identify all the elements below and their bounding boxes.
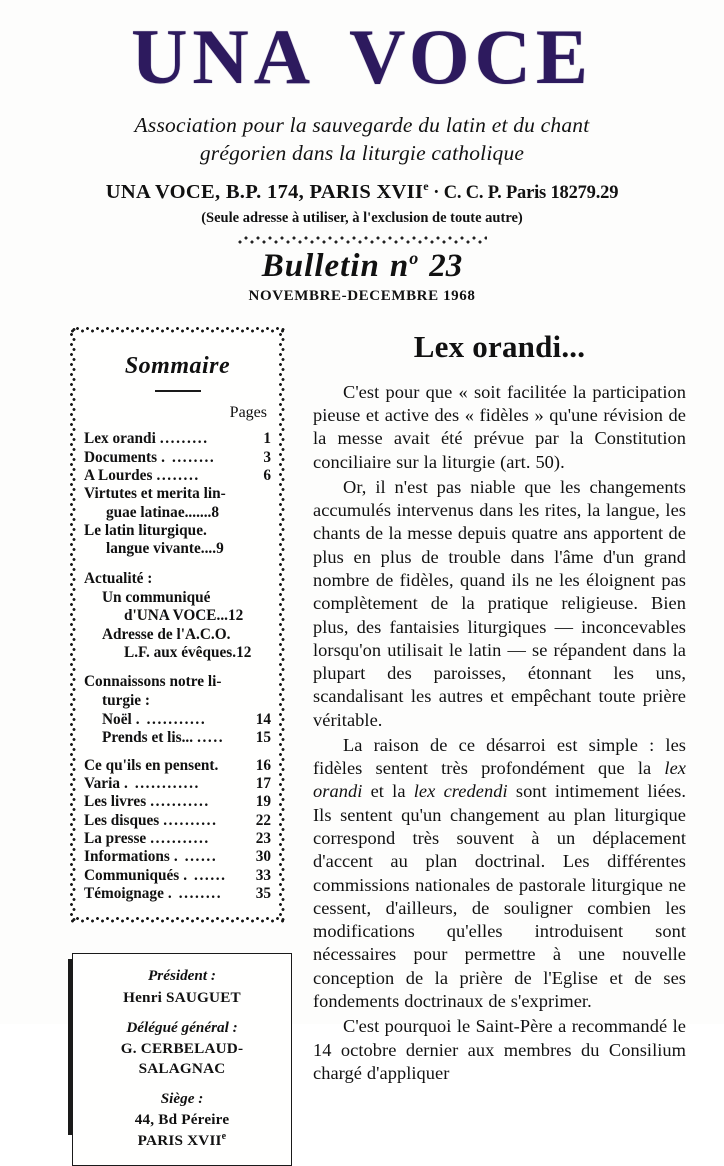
dot-leader: .......... [163, 811, 218, 829]
lex-orandi-emphasis: lex orandi [313, 758, 686, 802]
toc-page: 22 [255, 811, 271, 829]
article-paragraph-1: C'est pour que « soit facilitée la participation pieuse et active des « fidèles » qu'une révision de la messe avait été prévue par la Constitution conciliaire sur la liturgie (art. 50). [313, 381, 686, 472]
dot-leader: ........ [156, 466, 200, 484]
delegate-role-label: Délégué général : [126, 1018, 238, 1036]
decorative-wavy-rule [237, 236, 487, 244]
bulletin-no-abbrev: n [389, 247, 410, 284]
toc-label-continuation [84, 540, 271, 558]
toc-label-continuation [102, 644, 271, 662]
toc-label: Un communiqué [102, 588, 211, 606]
toc-spacer [84, 748, 271, 757]
toc-page: 3 [263, 448, 271, 466]
masthead-title [0, 0, 724, 100]
table-row[interactable] [84, 711, 271, 729]
toc-list [84, 430, 271, 903]
officers-box-wrapper [72, 953, 285, 1166]
president-name: Henri SAUGUET [123, 988, 241, 1006]
siege-group [81, 1089, 283, 1151]
siege-city: PARIS XVII [137, 1131, 222, 1149]
table-row[interactable] [84, 848, 271, 866]
dot-leader: . ...... [173, 848, 218, 866]
dot-leader: .... [200, 540, 217, 558]
toc-label-continuation [102, 607, 271, 625]
bulletin-number: 23 [429, 247, 463, 284]
article-paragraph-4: C'est pourquoi le Saint-Père a recommandé le 14 octobre dernier aux membres du Consilium chargé d'appliquer [313, 1016, 686, 1083]
masthead-word-voce: VOCE [349, 13, 593, 100]
toc-page: 15 [255, 729, 271, 747]
article-title: Lex orandi... [413, 328, 586, 364]
toc-label-cont-text: d'UNA VOCE [124, 607, 217, 625]
subtitle-line-2: grégorien dans la liturgie catholique [199, 140, 525, 165]
toc-label: Les livres [84, 793, 147, 811]
toc-page: 8 [211, 503, 220, 521]
toc-label: La presse [84, 830, 147, 848]
table-of-contents-box [70, 327, 285, 924]
article-paragraph-3 [313, 734, 686, 1013]
table-row[interactable] [84, 793, 271, 811]
toc-label: Varia [84, 775, 120, 793]
bulletin-no-superscript: o [409, 247, 420, 268]
dot-leader: . ........ [167, 885, 223, 903]
table-row[interactable] [84, 430, 271, 448]
address-ordinal-superscript: e [423, 178, 429, 193]
toc-label-cont-text: L.F. aux évêques. [124, 643, 237, 661]
subtitle-line-1: Association pour la sauvegarde du latin et du chant [134, 113, 590, 137]
toc-label: Ce qu'ils en pensent. [84, 756, 219, 774]
article-body [313, 381, 686, 1085]
delegate-group [81, 1018, 283, 1079]
dot-leader: ........... [150, 793, 210, 811]
toc-section-heading-line1: Connaissons notre li- [84, 673, 222, 691]
right-column [285, 327, 686, 1087]
toc-page: 19 [255, 793, 271, 811]
toc-section-heading [84, 673, 271, 710]
toc-section-heading: Actualité : [84, 569, 153, 587]
address-main: UNA VOCE, B.P. 174, PARIS XVII [105, 180, 424, 203]
pages-column-header: Pages [229, 404, 267, 422]
sommaire-divider [155, 390, 201, 393]
dot-leader: . ........... [135, 711, 207, 729]
association-subtitle [0, 112, 724, 168]
toc-label-text: Le latin liturgique. [84, 521, 207, 539]
address-separator: · [428, 182, 444, 203]
toc-label: Adresse de l'A.C.O. [102, 625, 231, 643]
bulletin-word: Bulletin [261, 247, 380, 284]
p3-part-c: sont intimement liées. Ils sentent qu'un changement au plan liturgique correspond très souvent à un déplacement d'accent au plan doctrinal. Les différentes commissions nationales de pastorale liturgique ne cessent, d'ailleurs, de souligner combien les modifications qu'elles introduisent sont nécessaires pour permettre à une nouvelle conception de la prière de l'Eglise et de ses fondements doctrinaux de s'exprimer. [313, 781, 687, 1012]
table-row[interactable] [84, 729, 271, 747]
siege-role-label: Siège : [160, 1089, 204, 1107]
siege-address-line-2 [81, 1130, 283, 1151]
toc-page: 6 [263, 466, 271, 484]
toc-label: Prends et lis... [102, 729, 194, 747]
toc-page: 9 [216, 540, 224, 558]
toc-label: Témoignage [84, 885, 164, 903]
toc-label-continuation [84, 504, 271, 522]
table-row[interactable] [84, 449, 271, 467]
table-row[interactable] [84, 626, 271, 663]
toc-label-cont-text: guae latinae [106, 503, 185, 521]
toc-label: Documents [84, 448, 158, 466]
dot-leader: ........... [150, 830, 210, 848]
table-row[interactable] [84, 522, 271, 559]
p3-part-a: La raison de ce désarroi est simple : les fidèles sentent très profondément que la [313, 734, 686, 779]
dot-leader: ..... [197, 729, 225, 747]
table-row[interactable] [84, 775, 271, 793]
postal-address-line [0, 179, 724, 204]
president-role-label: Président : [148, 967, 216, 985]
toc-page: 33 [255, 866, 271, 884]
toc-label: A Lourdes [84, 466, 153, 484]
dot-leader: ....... [184, 503, 212, 521]
box-border-right [279, 327, 285, 924]
toc-page: 1 [263, 430, 271, 448]
dot-leader: . ...... [183, 866, 227, 884]
masthead-word-una: UNA [131, 13, 316, 100]
p3-part-b: et la [362, 781, 414, 802]
toc-page: 16 [255, 756, 271, 774]
toc-label: Virtutes et merita lin- [84, 485, 226, 503]
toc-label-cont-text: langue vivante [106, 540, 201, 558]
siege-address-line-1: 44, Bd Péreire [134, 1110, 230, 1128]
delegate-name-line-2: SALAGNAC [138, 1059, 226, 1077]
toc-label: Informations [84, 848, 170, 866]
table-row[interactable] [84, 589, 271, 626]
siege-ordinal-superscript: e [221, 1130, 227, 1142]
toc-page: 14 [255, 711, 271, 729]
toc-section-heading-line2: turgie : [102, 691, 150, 709]
page-body [0, 327, 724, 1166]
toc-page: 30 [255, 848, 271, 866]
delegate-name-line-1: G. CERBELAUD- [120, 1039, 244, 1057]
issue-date: NOVEMBRE-DECEMBRE 1968 [248, 287, 476, 304]
box-border-left [70, 327, 76, 924]
article-paragraph-2: Or, il n'est pas niable que les changements accumulés intervenus dans les rites, la langue, les chants de la messe depuis quatre ans apportent de plus en plus de trouble dans l'âme d'un grand nombre de fidèles, quand ils ne les éloignent pas complètement de la pratique religieuse. Bien plus, des fantaisies liturgiques — inconcevables lorsqu'on utilisait le latin — se répandent dans la plupart des paroisses, étonnant les uns, scandalisant les autres et empêchant toute prière véritable. [313, 476, 686, 730]
bulletin-heading [0, 248, 724, 285]
table-row[interactable] [84, 830, 271, 848]
dot-leader: . ........ [161, 448, 216, 466]
dot-leader: . ............ [123, 775, 200, 793]
left-column [70, 327, 285, 1166]
table-row[interactable] [84, 867, 271, 885]
toc-label [84, 522, 271, 540]
officers-box [72, 953, 292, 1166]
sommaire-heading: Sommaire [124, 352, 231, 379]
table-row[interactable] [84, 485, 271, 522]
dot-leader: ... [216, 607, 228, 625]
dot-leader: ......... [159, 430, 209, 448]
toc-label: Les disques [84, 811, 160, 829]
toc-page: 17 [255, 775, 271, 793]
lex-credendi-emphasis: lex credendi [413, 781, 508, 802]
toc-page: 12 [236, 643, 252, 661]
toc-page: 23 [255, 830, 271, 848]
toc-page: 35 [255, 885, 271, 903]
ccp-account: C. C. P. Paris 18279.29 [443, 182, 619, 203]
toc-label: Noël [102, 711, 132, 729]
toc-label: Communiqués [84, 866, 180, 884]
table-row[interactable] [84, 812, 271, 830]
table-row[interactable] [84, 467, 271, 485]
table-row[interactable] [84, 885, 271, 903]
address-note: (Seule adresse à utiliser, à l'exclusion de toute autre) [201, 209, 523, 226]
toc-page: 12 [227, 607, 244, 625]
table-row[interactable] [84, 757, 271, 775]
president-group [81, 966, 283, 1007]
toc-label: Lex orandi [84, 430, 156, 448]
